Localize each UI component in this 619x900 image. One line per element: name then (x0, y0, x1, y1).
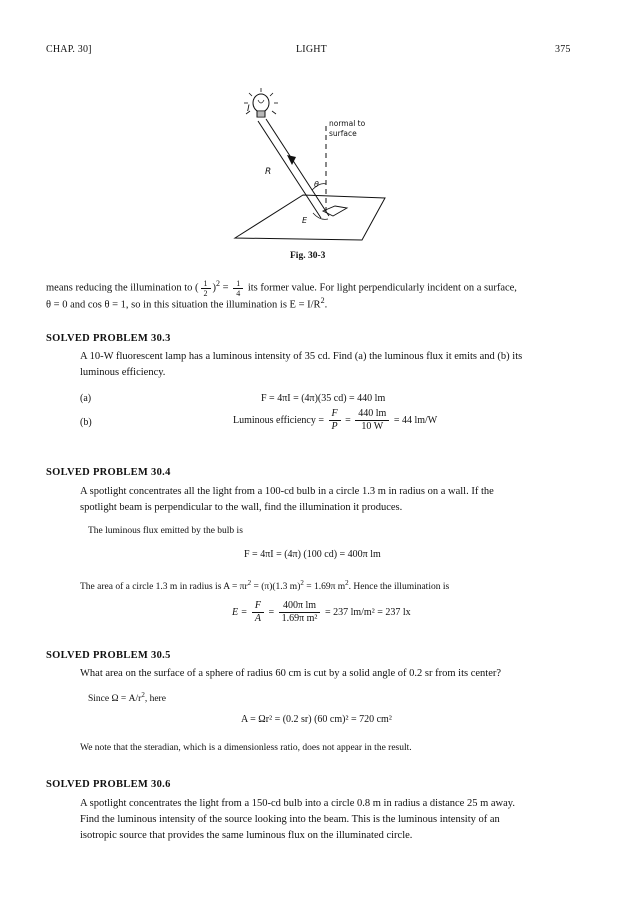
label-I: I (247, 104, 250, 114)
since-text-end: , here (144, 694, 166, 705)
area-exponent-3: 2 (345, 579, 349, 587)
intro-line-2-end: . (324, 299, 328, 311)
area-exponent-2: 2 (300, 579, 304, 587)
fraction-flux-over-area (279, 600, 321, 625)
problem-30-5-since (88, 688, 166, 706)
area-text-a: The area of a circle 1.3 m in radius is A = πr (80, 582, 248, 593)
illumination-result: = 237 lm/m² = 237 lx (324, 607, 411, 618)
problem-30-4-text-1: The luminous flux emitted by the bulb is (88, 526, 243, 536)
problem-30-5-note: We note that the steradian, which is a dimensionless ratio, does not appear in the result. (80, 743, 412, 753)
fraction-denominator: 1.69π m² (281, 613, 318, 624)
area-exponent-1: 2 (247, 579, 252, 587)
fraction-numerator: 400π lm (279, 600, 321, 613)
equation-30-4-flux: F = 4πI = (4π) (100 cd) = 400π lm (244, 549, 381, 560)
fraction-denominator: 10 W (361, 421, 384, 432)
problem-30-6-line3: isotropic source that provides the same luminous flux on the illuminated circle. (80, 830, 413, 841)
equation-30-4-illumination (232, 600, 411, 625)
since-text: Since Ω = A/r (88, 694, 142, 705)
intro-line-2-text: θ = 0 and cos θ = 1, so in this situation the illumination is E = I/R (46, 299, 321, 311)
area-text-d: . Hence the illumination is (348, 582, 450, 593)
problem-30-3-statement-line2: luminous efficiency. (80, 367, 166, 378)
light-bulb-icon (253, 94, 269, 117)
fraction-lm-over-w (355, 408, 389, 433)
efficiency-result: = 44 lm/W (393, 415, 438, 426)
figure-30-3 (225, 88, 395, 248)
label-normal-line2: surface (329, 129, 357, 138)
problem-30-5-statement: What area on the surface of a sphere of radius 60 cm is cut by a solid angle of 0.2 sr from its center? (80, 668, 502, 679)
fraction-denominator: 2 (203, 288, 208, 298)
equals-sign: = (345, 415, 351, 426)
fraction-denominator: P (331, 421, 338, 432)
intro-line-2-exponent: 2 (320, 296, 325, 305)
running-header-title: LIGHT (296, 44, 327, 55)
fraction-f-over-p (329, 408, 341, 433)
equation-30-5: A = Ωr² = (0.2 sr) (60 cm)² = 720 cm² (241, 714, 392, 725)
label-normal-line1: normal to (329, 119, 366, 128)
intro-text-3: its former value. For light perpendicularly incident on a surface, (245, 282, 517, 294)
fraction-denominator: A (254, 613, 261, 624)
fraction-numerator: 1 (233, 279, 243, 289)
since-exponent: 2 (141, 691, 145, 699)
intro-equals: = (220, 282, 232, 294)
label-theta: θ (314, 180, 319, 189)
label-R: R (265, 167, 272, 177)
intro-text-2: ) (212, 282, 217, 294)
heading-problem-30-6: SOLVED PROBLEM 30.6 (46, 779, 171, 790)
surface-element (323, 206, 347, 216)
figure-caption: Fig. 30-3 (290, 251, 326, 261)
problem-30-4-text-2 (80, 576, 449, 594)
fraction-numerator: 440 lm (355, 408, 389, 421)
problem-30-6-line2: Find the luminous intensity of the source looking into the beam. This is the luminous intensity of an (80, 814, 500, 825)
label-E: E (302, 216, 308, 225)
fraction-numerator: F (252, 600, 264, 613)
problem-30-6-line1: A spotlight concentrates the light from a 150-cd bulb into a circle 0.8 m in radius a distance 25 m away. (80, 798, 515, 809)
running-header-chapter: CHAP. 30] (46, 44, 92, 55)
illumination-lhs: E = (232, 607, 248, 618)
fraction-f-over-a (252, 600, 264, 625)
fraction-denominator: 4 (236, 288, 241, 298)
e-pointer (313, 213, 328, 219)
intro-line-2 (46, 293, 327, 313)
page-number: 375 (555, 44, 571, 55)
fraction-numerator: 1 (201, 279, 211, 289)
intro-exponent: 2 (216, 279, 221, 288)
equals-sign: = (268, 607, 275, 618)
problem-30-4-statement-line2: spotlight beam is perpendicular to the wall, find the illumination it produces. (80, 502, 403, 513)
area-text-b: = (π)(1.3 m) (251, 582, 301, 593)
problem-30-4-statement-line1: A spotlight concentrates all the light from a 100-cd bulb in a circle 1.3 m in radius on a wall. If the (80, 486, 494, 497)
intro-text-1: means reducing the illumination to ( (46, 282, 199, 294)
fraction-numerator: F (329, 408, 341, 421)
area-text-c: = 1.69π m (303, 582, 346, 593)
beam-edge-right (266, 119, 329, 216)
problem-30-3-statement-line1: A 10-W fluorescent lamp has a luminous intensity of 35 cd. Find (a) the luminous flux it emits and (b) its (80, 351, 523, 362)
heading-problem-30-3: SOLVED PROBLEM 30.3 (46, 333, 171, 344)
equation-30-3-a: F = 4πI = (4π)(35 cd) = 440 lm (261, 393, 386, 404)
part-a-label: (a) (80, 393, 92, 404)
heading-problem-30-4: SOLVED PROBLEM 30.4 (46, 467, 171, 478)
equation-30-3-b (233, 408, 437, 433)
luminous-efficiency-label: Luminous efficiency = (233, 415, 324, 426)
part-b-label: (b) (80, 417, 92, 428)
heading-problem-30-5: SOLVED PROBLEM 30.5 (46, 650, 171, 661)
